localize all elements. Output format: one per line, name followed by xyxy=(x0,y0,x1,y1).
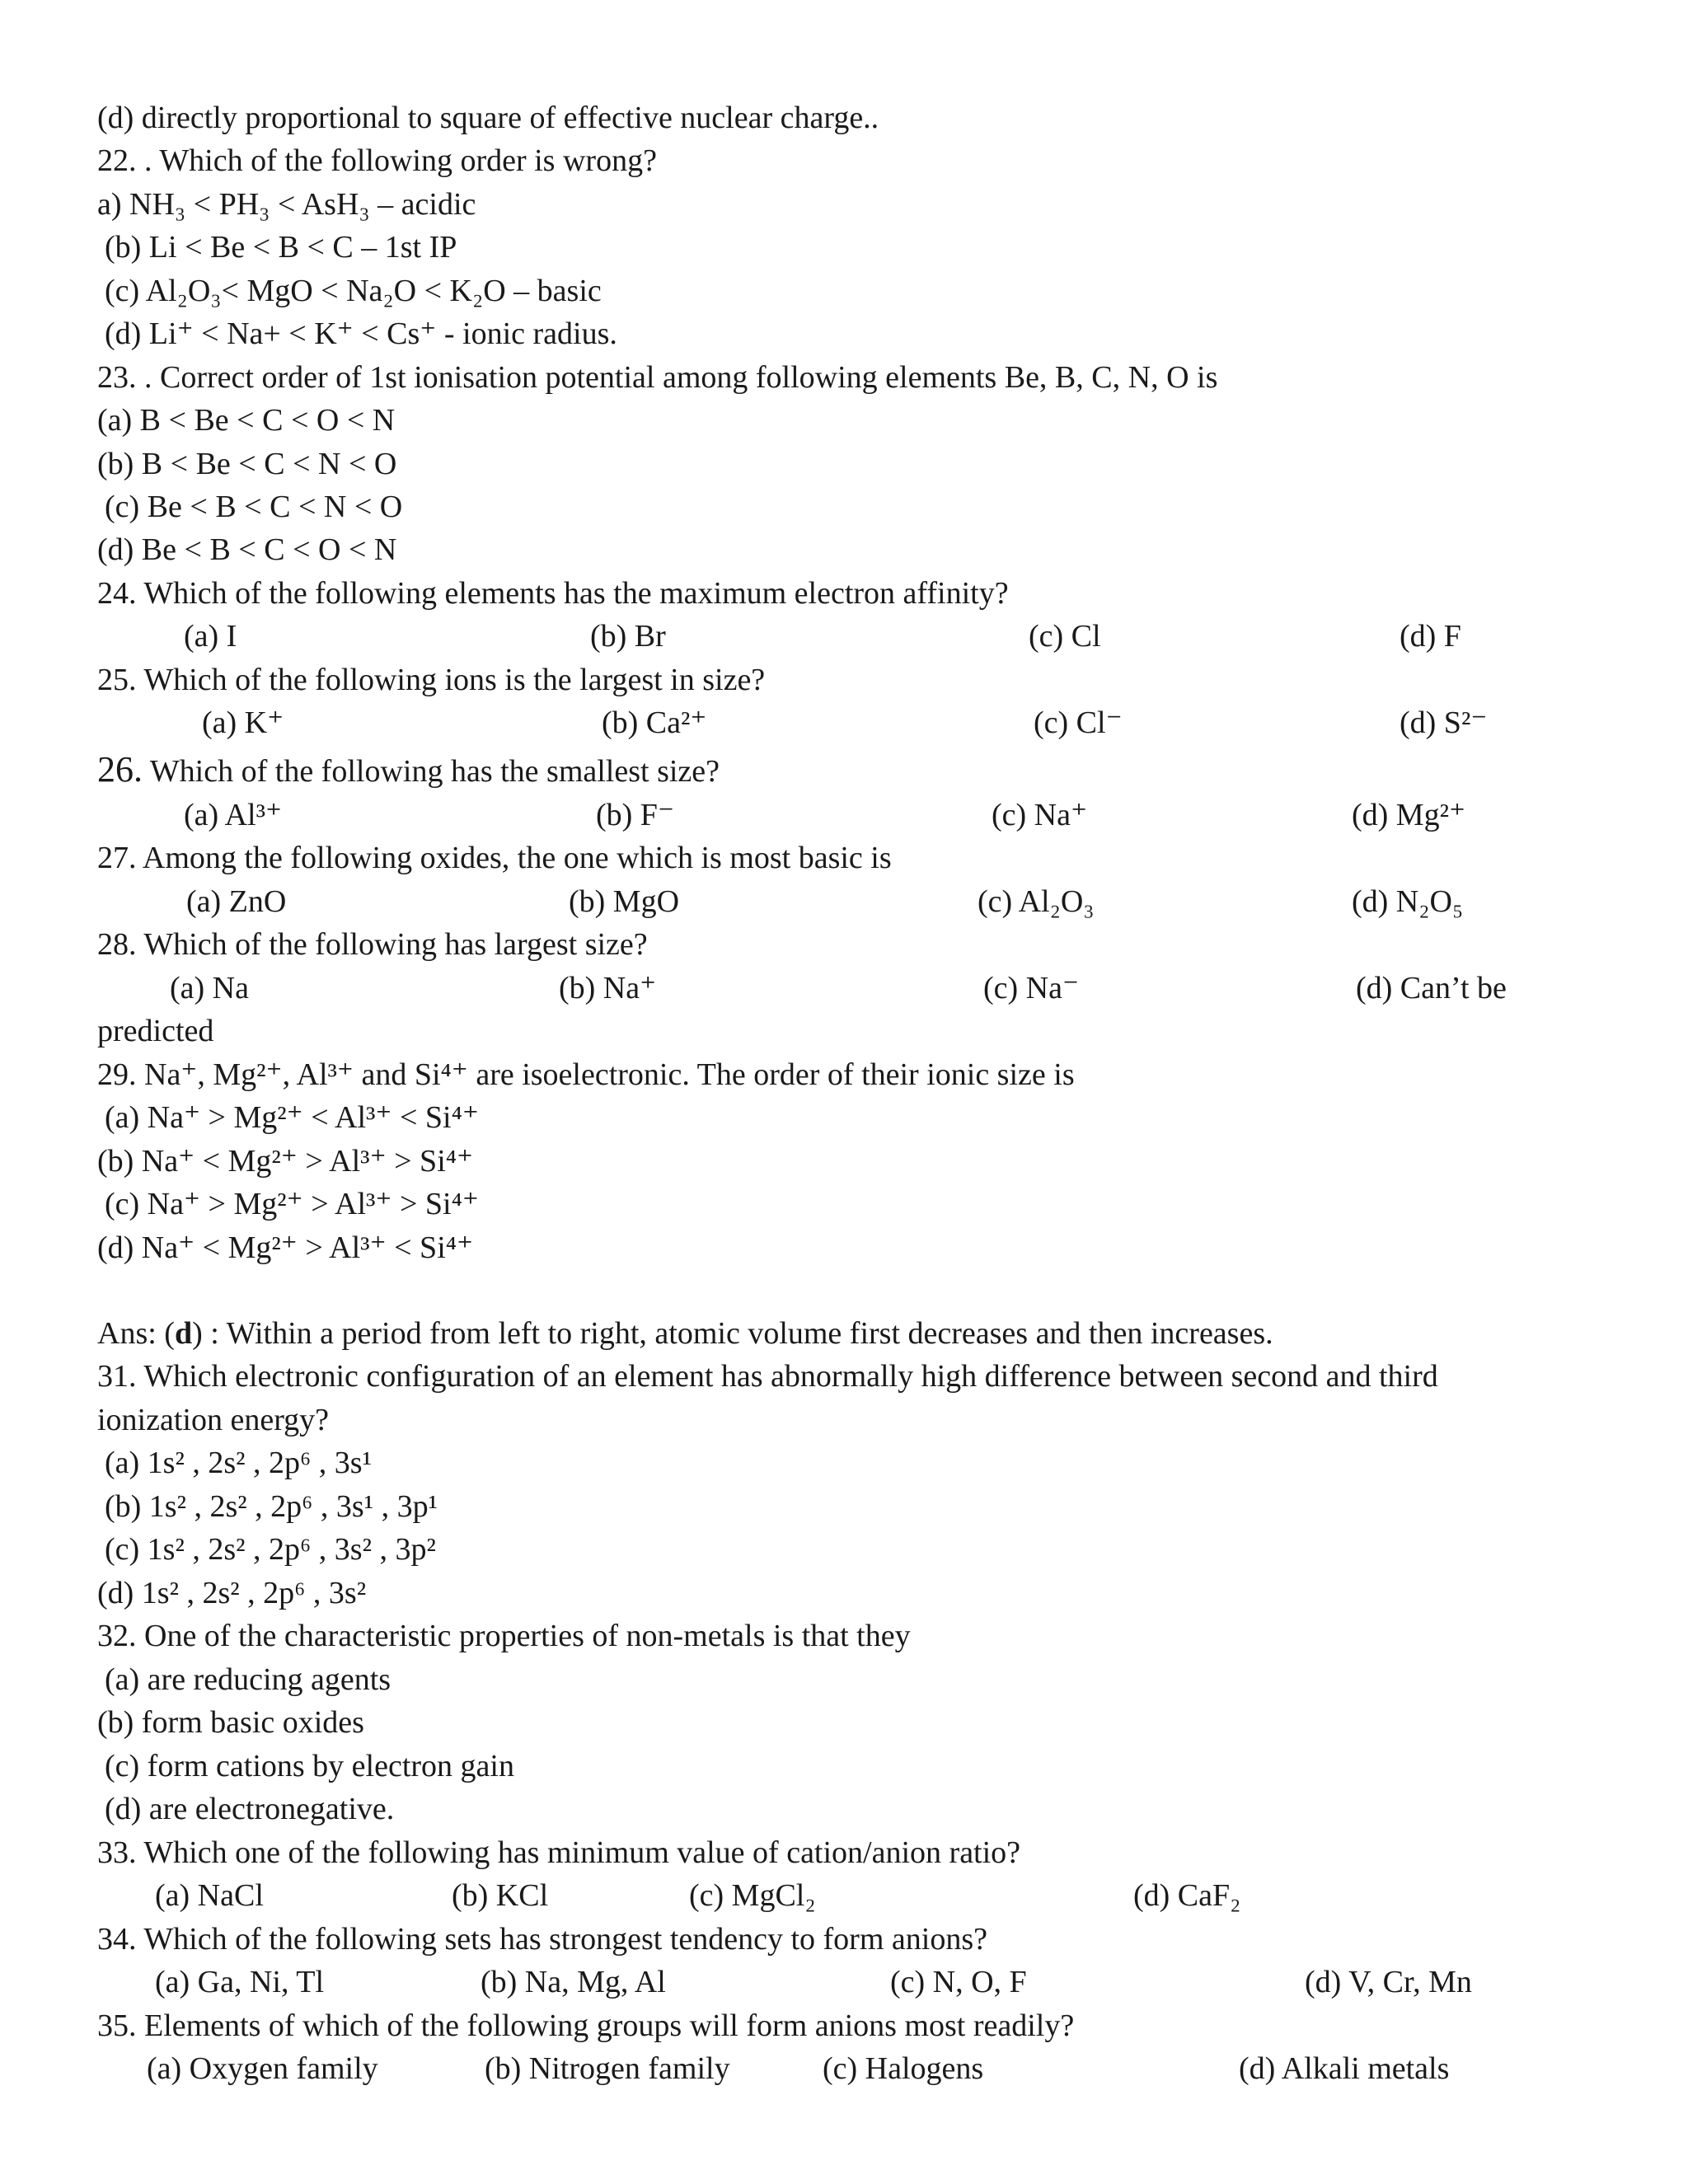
question-27-option-d: (d) N₂O₅ xyxy=(1352,884,1464,919)
question-23-option-a: (a) B < Be < C < O < N xyxy=(97,403,396,438)
question-26 xyxy=(97,748,720,791)
question-32-option-d: (d) are electronegative. xyxy=(105,1792,395,1826)
question-26-option-c: (c) Na⁺ xyxy=(992,798,1088,832)
question-28: 28. Which of the following has largest size? xyxy=(97,927,648,962)
question-33-option-c: (c) MgCl₂ xyxy=(689,1878,816,1913)
question-34: 34. Which of the following sets has strongest tendency to form anions? xyxy=(97,1922,987,1957)
question-31-option-a: (a) 1s² , 2s² , 2p⁶ , 3s¹ xyxy=(105,1446,372,1480)
question-34-option-d: (d) V, Cr, Mn xyxy=(1305,1965,1472,1999)
question-25-option-a: (a) K⁺ xyxy=(202,705,284,740)
answer-line xyxy=(97,1312,1273,1355)
question-24: 24. Which of the following elements has the maximum electron affinity? xyxy=(97,576,1009,611)
answer-prefix: Ans: ( xyxy=(97,1316,175,1351)
question-29-option-d: (d) Na⁺ < Mg²⁺ > Al³⁺ < Si⁴⁺ xyxy=(97,1230,474,1265)
question-29-option-a: (a) Na⁺ > Mg²⁺ < Al³⁺ < Si⁴⁺ xyxy=(105,1100,479,1135)
question-25-option-c: (c) Cl⁻ xyxy=(1034,705,1123,740)
question-24-option-d: (d) F xyxy=(1400,619,1461,654)
question-33-option-a: (a) NaCl xyxy=(155,1878,264,1913)
question-35: 35. Elements of which of the following groups will form anions most readily? xyxy=(97,2008,1075,2043)
question-31-option-c: (c) 1s² , 2s² , 2p⁶ , 3s² , 3p² xyxy=(105,1532,436,1567)
question-35-option-b: (b) Nitrogen family xyxy=(485,2051,730,2086)
question-22: 22. . Which of the following order is wrong? xyxy=(97,143,657,178)
question-24-option-a: (a) I xyxy=(184,619,237,654)
question-31-continued: ionization energy? xyxy=(97,1403,330,1437)
question-29-option-c: (c) Na⁺ > Mg²⁺ > Al³⁺ > Si⁴⁺ xyxy=(105,1187,479,1221)
question-25: 25. Which of the following ions is the largest in size? xyxy=(97,663,766,697)
question-26-text: Which of the following has the smallest size? xyxy=(143,754,720,789)
question-23-option-d: (d) Be < B < C < O < N xyxy=(97,532,397,567)
question-34-option-b: (b) Na, Mg, Al xyxy=(481,1965,666,1999)
question-23-option-b: (b) B < Be < C < N < O xyxy=(97,447,397,481)
question-26-option-a: (a) Al³⁺ xyxy=(184,798,283,832)
answer-letter: d xyxy=(174,1316,193,1351)
question-25-option-b: (b) Ca²⁺ xyxy=(602,705,707,740)
question-22-option-d: (d) Li⁺ < Na+ < K⁺ < Cs⁺ - ionic radius. xyxy=(105,316,617,351)
question-35-option-a: (a) Oxygen family xyxy=(147,2051,378,2086)
question-32-option-b: (b) form basic oxides xyxy=(97,1705,364,1740)
question-24-option-b: (b) Br xyxy=(590,619,666,654)
question-34-option-c: (c) N, O, F xyxy=(890,1965,1027,1999)
question-31-option-b: (b) 1s² , 2s² , 2p⁶ , 3s¹ , 3p¹ xyxy=(105,1489,438,1524)
question-22-option-a: a) NH₃ < PH₃ < AsH₃ – acidic xyxy=(97,187,476,222)
question-24-option-c: (c) Cl xyxy=(1029,619,1101,654)
question-33-option-b: (b) KCl xyxy=(452,1878,549,1913)
question-22-option-c: (c) Al₂O₃< MgO < Na₂O < K₂O – basic xyxy=(105,274,602,308)
question-23: 23. . Correct order of 1st ionisation potential among following elements Be, B, C, N, O is xyxy=(97,360,1218,395)
question-26-number: 26. xyxy=(97,749,143,790)
question-28-option-d-continued: predicted xyxy=(97,1014,214,1048)
question-26-option-b: (b) F⁻ xyxy=(596,798,674,832)
question-31: 31. Which electronic configuration of an element has abnormally high difference between second and third xyxy=(97,1359,1438,1394)
answer-explanation: ) : Within a period from left to right, atomic volume first decreases and then increases. xyxy=(192,1316,1273,1351)
question-28-option-d: (d) Can’t be xyxy=(1356,971,1507,1005)
question-27-option-b: (b) MgO xyxy=(569,884,680,919)
question-32-option-a: (a) are reducing agents xyxy=(105,1662,392,1697)
question-31-option-d: (d) 1s² , 2s² , 2p⁶ , 3s² xyxy=(97,1576,367,1610)
question-33: 33. Which one of the following has minimum value of cation/anion ratio? xyxy=(97,1835,1021,1870)
question-27-option-a: (a) ZnO xyxy=(186,884,287,919)
question-28-option-a: (a) Na xyxy=(170,971,249,1005)
question-35-option-d: (d) Alkali metals xyxy=(1239,2051,1450,2086)
question-29: 29. Na⁺, Mg²⁺, Al³⁺ and Si⁴⁺ are isoelectronic. The order of their ionic size is xyxy=(97,1057,1075,1092)
question-32: 32. One of the characteristic properties of non-metals is that they xyxy=(97,1619,911,1653)
question-21-option-d: (d) directly proportional to square of effective nuclear charge.. xyxy=(97,101,879,135)
question-27: 27. Among the following oxides, the one which is most basic is xyxy=(97,841,892,875)
question-34-option-a: (a) Ga, Ni, Tl xyxy=(155,1965,325,1999)
question-33-option-d: (d) CaF₂ xyxy=(1133,1878,1241,1913)
question-32-option-c: (c) form cations by electron gain xyxy=(105,1749,514,1783)
question-35-option-c: (c) Halogens xyxy=(823,2051,984,2086)
question-28-option-c: (c) Na⁻ xyxy=(983,971,1080,1005)
question-28-option-b: (b) Na⁺ xyxy=(559,971,657,1005)
question-29-option-b: (b) Na⁺ < Mg²⁺ > Al³⁺ > Si⁴⁺ xyxy=(97,1144,474,1179)
question-25-option-d: (d) S²⁻ xyxy=(1400,705,1488,740)
question-22-option-b: (b) Li < Be < B < C – 1st IP xyxy=(105,230,457,265)
question-27-option-c: (c) Al₂O₃ xyxy=(978,884,1095,919)
question-26-option-d: (d) Mg²⁺ xyxy=(1352,798,1466,832)
question-23-option-c: (c) Be < B < C < N < O xyxy=(105,490,403,524)
